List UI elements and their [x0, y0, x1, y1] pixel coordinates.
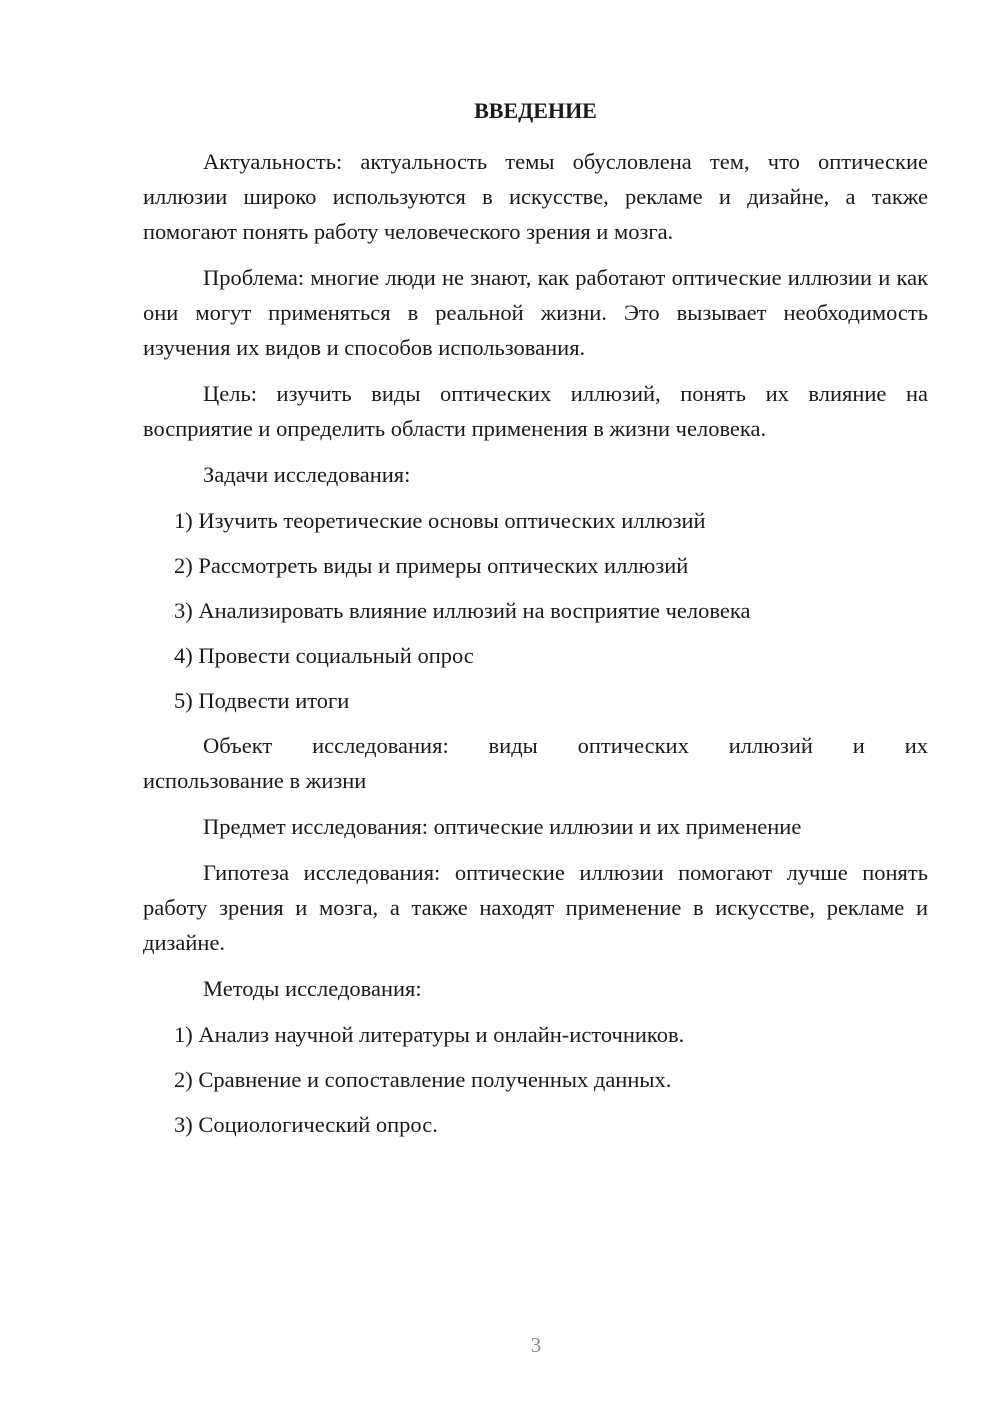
object-line-continued: использование в жизни [143, 768, 367, 793]
list-item: 3) Социологический опрос. [174, 1112, 438, 1137]
methods-list [143, 1017, 928, 1142]
relevance-paragraph: Актуальность: актуальность темы обусловлена тем, что оптические иллюзии широко используются в искусстве, рекламе и дизайне, а также помогают понять работу человеческого зрения и мозга. [143, 149, 928, 244]
subject-paragraph: Предмет исследования: оптические иллюзии и их применение [203, 814, 802, 839]
hypothesis-paragraph: Гипотеза исследования: оптические иллюзии помогают лучше понять работу зрения и мозга, а также находят применение в искусстве, рекламе и дизайне. [143, 860, 928, 955]
list-item: 3) Анализировать влияние иллюзий на восприятие человека [174, 598, 751, 623]
tasks-list [143, 503, 928, 718]
object-line: Объект исследования: виды оптических иллюзий и их [203, 733, 928, 758]
list-item: 1) Анализ научной литературы и онлайн-источников. [174, 1022, 685, 1047]
list-item: 4) Провести социальный опрос [174, 643, 474, 668]
document-body [143, 96, 928, 1152]
list-item: 1) Изучить теоретические основы оптических иллюзий [174, 508, 706, 533]
object-paragraph [143, 728, 928, 798]
methods-heading: Методы исследования: [203, 976, 422, 1001]
page-number: 3 [530, 1333, 542, 1357]
list-item: 2) Рассмотреть виды и примеры оптических иллюзий [174, 553, 689, 578]
problem-paragraph: Проблема: многие люди не знают, как работают оптические иллюзии и как они могут применяться в реальной жизни. Это вызывает необходимость изучения их видов и способов использования. [143, 265, 928, 360]
goal-paragraph: Цель: изучить виды оптических иллюзий, понять их влияние на восприятие и определить области применения в жизни человека. [143, 381, 928, 441]
list-item: 5) Подвести итоги [174, 688, 350, 713]
section-title: ВВЕДЕНИЕ [474, 98, 597, 123]
list-item: 2) Сравнение и сопоставление полученных данных. [174, 1067, 672, 1092]
tasks-heading: Задачи исследования: [203, 462, 411, 487]
